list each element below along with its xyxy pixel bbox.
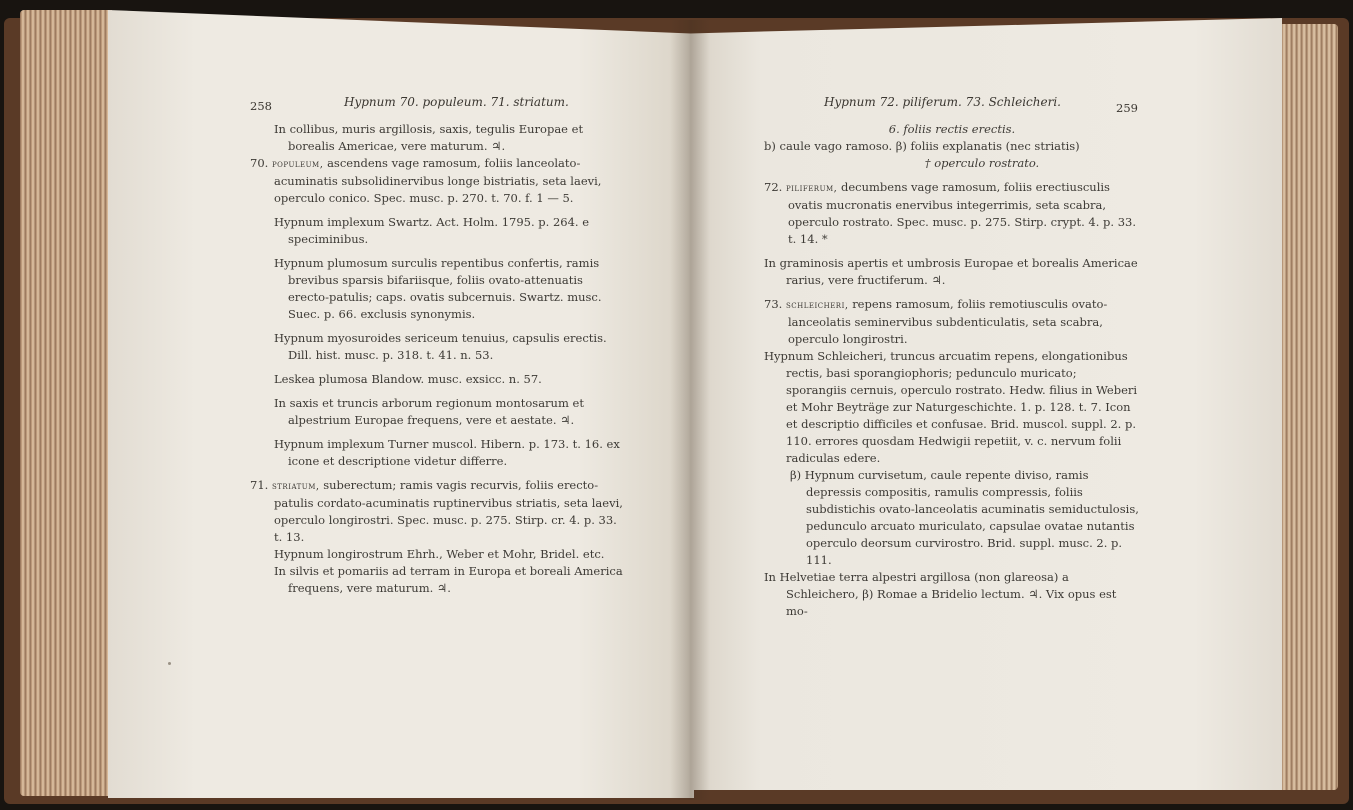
paragraph: In collibus, muris argillosis, saxis, tegulis Europae et borealis Americae, vere maturum. ♃. xyxy=(274,122,584,153)
entry-number: 71. xyxy=(250,478,269,492)
book-gutter xyxy=(670,20,710,800)
synonym-paragraph: Hypnum myosuroides sericeum tenuius, capsulis erectis. Dill. hist. musc. p. 318. t. 41. n. 53. xyxy=(274,331,607,362)
left-page-text xyxy=(250,94,626,597)
habitat-paragraph: In saxis et truncis arborum regionum montosarum et alpestrium Europae frequens, vere et aestate. ♃. xyxy=(274,396,584,427)
variety-heading: 6. foliis rectis erectis. xyxy=(888,122,1016,136)
entry-number: 72. xyxy=(764,180,783,194)
habitat-paragraph: In graminosis apertis et umbrosis Europae et borealis Americae rarius, vere fructiferum. ♃. xyxy=(764,256,1138,287)
entry-number: 73. xyxy=(764,297,783,311)
species-entry xyxy=(250,477,626,546)
paper-speck xyxy=(168,662,171,665)
entry-name: striatum, xyxy=(271,481,320,492)
entry-number: 70. xyxy=(250,156,269,170)
entry-name: populeum, xyxy=(271,159,324,170)
synonym-paragraph: Hypnum plumosum surculis repentibus confertis, ramis brevibus sparsis bifariisque, foliis ovato-attenuatis erecto-patulis; caps. ovatis subcernuis. Swartz. musc. Suec. p. 66. exclusis synonymis. xyxy=(274,256,602,321)
left-running-head xyxy=(250,94,626,114)
synonym-paragraph: Hypnum Schleicheri, truncus arcuatim repens, elongationibus rectis, basi sporangiophoris; pedunculo muricato; sporangiis cernuis, operculo rostrato. Hedw. filius in Weberi et Mohr Beyträge zur Naturgeschichte. 1. p. 128. t. 7. Icon et descriptio difficiles et confusae. Brid. muscol. suppl. 2. p. 110. errores quosdam Hedwigii repetiit, v. c. nervum folii radiculas edere. xyxy=(764,349,1138,465)
left-page-number: 258 xyxy=(250,99,272,113)
left-header-title: Hypnum 70. populeum. 71. striatum. xyxy=(344,95,569,109)
species-entry xyxy=(764,296,1140,348)
right-header-title: Hypnum 72. piliferum. 73. Schleicheri. xyxy=(824,95,1061,109)
entry-text: suberectum; ramis vagis recurvis, foliis erecto-patulis cordato-acuminatis ruptinervibus striatis, seta laevi, operculo longirostri. Spec. musc. p. 275. Stirp. cr. 4. p. 33. t. 13. xyxy=(274,478,623,544)
variety-line: † operculo rostrato. xyxy=(924,156,1040,170)
species-entry xyxy=(764,179,1140,248)
right-page-text xyxy=(764,94,1140,620)
entry-text: decumbens vage ramosum, foliis erectiusculis ovatis mucronatis enervibus integerrimis, seta scabra, operculo rostrato. Spec. musc. p. 275. Stirp. crypt. 4. p. 33. t. 14. * xyxy=(788,180,1137,246)
entry-text: ascendens vage ramosum, foliis lanceolato-acuminatis subsolidinervibus longe bistriatis, seta laevi, operculo conico. Spec. musc. p. 270. t. 70. f. 1 — 5. xyxy=(274,156,602,205)
synonym-paragraph: Hypnum implexum Swartz. Act. Holm. 1795. p. 264. e speciminibus. xyxy=(274,215,590,246)
entry-name: piliferum, xyxy=(785,183,838,194)
variety-paragraph: β) Hypnum curvisetum, caule repente diviso, ramis depressis compositis, ramulis compressis, foliis subdistichis ovato-lanceolatis acuminatis semiductulosis, pedunculo arcuato muriculato, capsulae ovatae nutantis operculo deorsum curvirostro. Brid. suppl. musc. 2. p. 111. xyxy=(790,468,1139,567)
synonym-paragraph: Hypnum longirostrum Ehrh., Weber et Mohr, Bridel. etc. xyxy=(274,547,605,561)
habitat-paragraph: In silvis et pomariis ad terram in Europa et boreali America frequens, vere maturum. ♃. xyxy=(274,564,623,595)
species-entry xyxy=(250,155,626,207)
right-page-number: 259 xyxy=(1116,101,1138,115)
right-running-head xyxy=(764,94,1140,114)
entry-name: schleicheri, xyxy=(785,300,849,311)
variety-line: b) caule vago ramoso. β) foliis explanatis (nec striatis) xyxy=(764,139,1080,153)
synonym-paragraph: Leskea plumosa Blandow. musc. exsicc. n. 57. xyxy=(274,372,542,386)
note-paragraph: Hypnum implexum Turner muscol. Hibern. p. 173. t. 16. ex icone et descriptione videtur differre. xyxy=(274,437,620,468)
entry-text: repens ramosum, foliis remotiusculis ovato-lanceolatis seminervibus subdenticulatis, seta scabra, operculo longirostri. xyxy=(788,297,1108,346)
page-edges-left xyxy=(20,10,112,796)
habitat-paragraph: In Helvetiae terra alpestri argillosa (non glareosa) a Schleichero, β) Romae a Bridelio lectum. ♃. Vix opus est mo- xyxy=(764,570,1117,618)
